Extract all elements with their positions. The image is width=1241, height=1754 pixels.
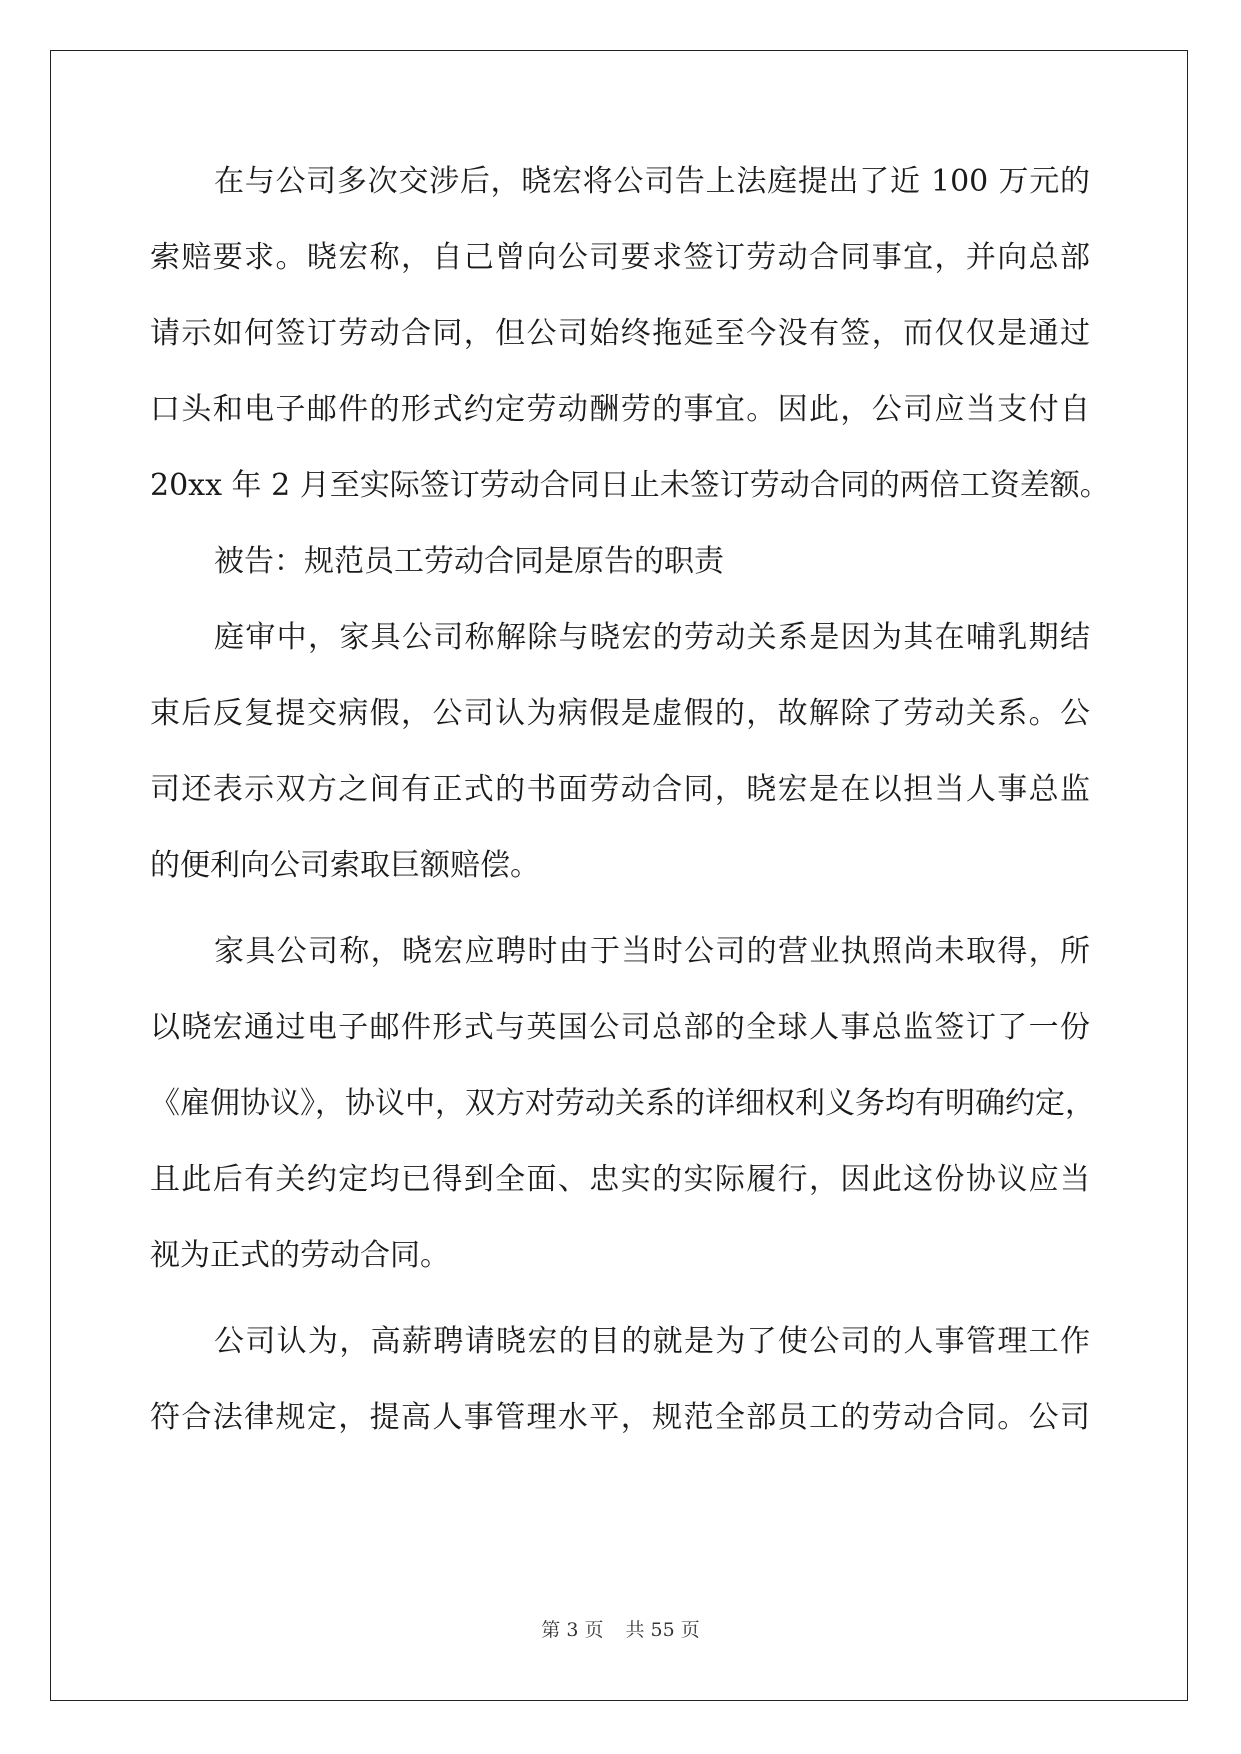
page-number: 第 3 页 xyxy=(541,1619,604,1641)
text-line: 公司认为，高薪聘请晓宏的目的就是为了使公司的人事管理工作 xyxy=(214,1324,1090,1359)
page-total: 共 55 页 xyxy=(625,1619,700,1641)
text-line: 束后反复提交病假，公司认为病假是虚假的，故解除了劳动关系。公 xyxy=(150,696,1090,731)
page-footer xyxy=(0,1618,1241,1642)
text-line: 索赔要求。晓宏称，自己曾向公司要求签订劳动合同事宜，并向总部 xyxy=(150,240,1090,275)
text-line: 符合法律规定，提高人事管理水平，规范全部员工的劳动合同。公司 xyxy=(150,1400,1090,1435)
text-line: 视为正式的劳动合同。 xyxy=(150,1238,450,1273)
text-line: 请示如何签订劳动合同，但公司始终拖延至今没有签，而仅仅是通过 xyxy=(150,316,1090,351)
section-heading: 被告：规范员工劳动合同是原告的职责 xyxy=(214,544,724,579)
text-line: 司还表示双方之间有正式的书面劳动合同，晓宏是在以担当人事总监 xyxy=(150,772,1090,807)
text-line: 且此后有关约定均已得到全面、忠实的实际履行，因此这份协议应当 xyxy=(150,1162,1090,1197)
text-line: 的便利向公司索取巨额赔偿。 xyxy=(150,848,540,883)
text-line: 家具公司称，晓宏应聘时由于当时公司的营业执照尚未取得，所 xyxy=(214,934,1090,969)
text-line: 口头和电子邮件的形式约定劳动酬劳的事宜。因此，公司应当支付自 xyxy=(150,392,1090,427)
text-line: 以晓宏通过电子邮件形式与英国公司总部的全球人事总监签订了一份 xyxy=(150,1010,1090,1045)
text-line: 庭审中，家具公司称解除与晓宏的劳动关系是因为其在哺乳期结 xyxy=(214,620,1090,655)
text-line: 《雇佣协议》，协议中，双方对劳动关系的详细权利义务均有明确约定， xyxy=(150,1086,1095,1121)
text-line: 在与公司多次交涉后，晓宏将公司告上法庭提出了近 100 万元的 xyxy=(214,164,1090,199)
text-line: 20xx 年 2 月至实际签订劳动合同日止未签订劳动合同的两倍工资差额。 xyxy=(150,468,1110,503)
